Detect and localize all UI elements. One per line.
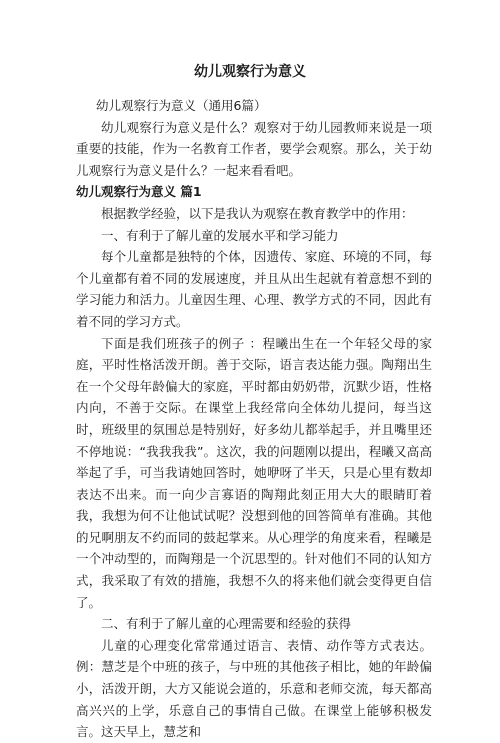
document-body xyxy=(76,95,432,743)
body-paragraph: 儿童的心理变化常常通过语言、表情、动作等方式表达。例：慧芝是个中班的孩子，与中班的其他孩子相比，她的年龄偏小，活泼开朗，大方又能说会道的，乐意和老师交流，每天都高高兴兴的上学，乐意自己的事情自己做。在课堂上能够积极发言。这天早上，慧芝和 xyxy=(76,637,432,740)
body-paragraph: 根据教学经验，以下是我认为观察在教育教学中的作用： xyxy=(101,205,414,221)
intro-paragraph: 幼儿观察行为意义是什么？观察对于幼儿园教师来说是一项重要的技能，作为一名教育工作者，要学会观察。那么，关于幼儿观察行为意义是什么？一起来看看吧。 xyxy=(76,119,432,178)
body-paragraph: 每个儿童都是独特的个体，因遗传、家庭、环境的不同，每个儿童都有着不同的发展速度，并且从出生起就有着意想不到的学习能力和活力。儿童因生理、心理、教学方式的不同，因此有着不同的学习方式。 xyxy=(76,249,432,329)
document-subtitle: 幼儿观察行为意义（通用6篇） xyxy=(96,98,267,113)
point-heading: 一、有利于了解儿童的发展水平和学习能力 xyxy=(101,227,339,243)
document-title: 幼儿观察行为意义 xyxy=(194,64,306,80)
point-heading: 二、有利于了解儿童的心理需要和经验的获得 xyxy=(101,616,352,632)
body-paragraph: 下面是我们班孩子的例子 ：程曦出生在一个年轻父母的家庭，平时性格活泼开朗。善于交际，语言表达能力强。陶翔出生在一个父母年龄偏大的家庭，平时都由奶奶带，沉默少语，性格内向，不善于交际。在课堂上我经常向全体幼儿提问，每当这时，班级里的氛围总是特别好，好多幼儿都举起手，并且嘴里还不停地说：“我我我我”。这次，我的问题刚以提出，程曦又高高举起了手，可当我请她回答时，她咿呀了半天，只是心里有数却表达不出来。而一向少言寡语的陶翔此刻正用大大的眼睛盯着我，我想为何不让他试试呢？没想到他的回答简单有准确。其他的兄啊朋友不约而同的鼓起掌来。从心理学的角度来看，程曦是一个冲动型的，而陶翔是一个沉思型的。针对他们不同的认知方式，我采取了有效的措施，我想不久的将来他们就会变得更自信了。 xyxy=(76,335,432,610)
section-heading: 幼儿观察行为意义 篇1 xyxy=(76,184,202,200)
